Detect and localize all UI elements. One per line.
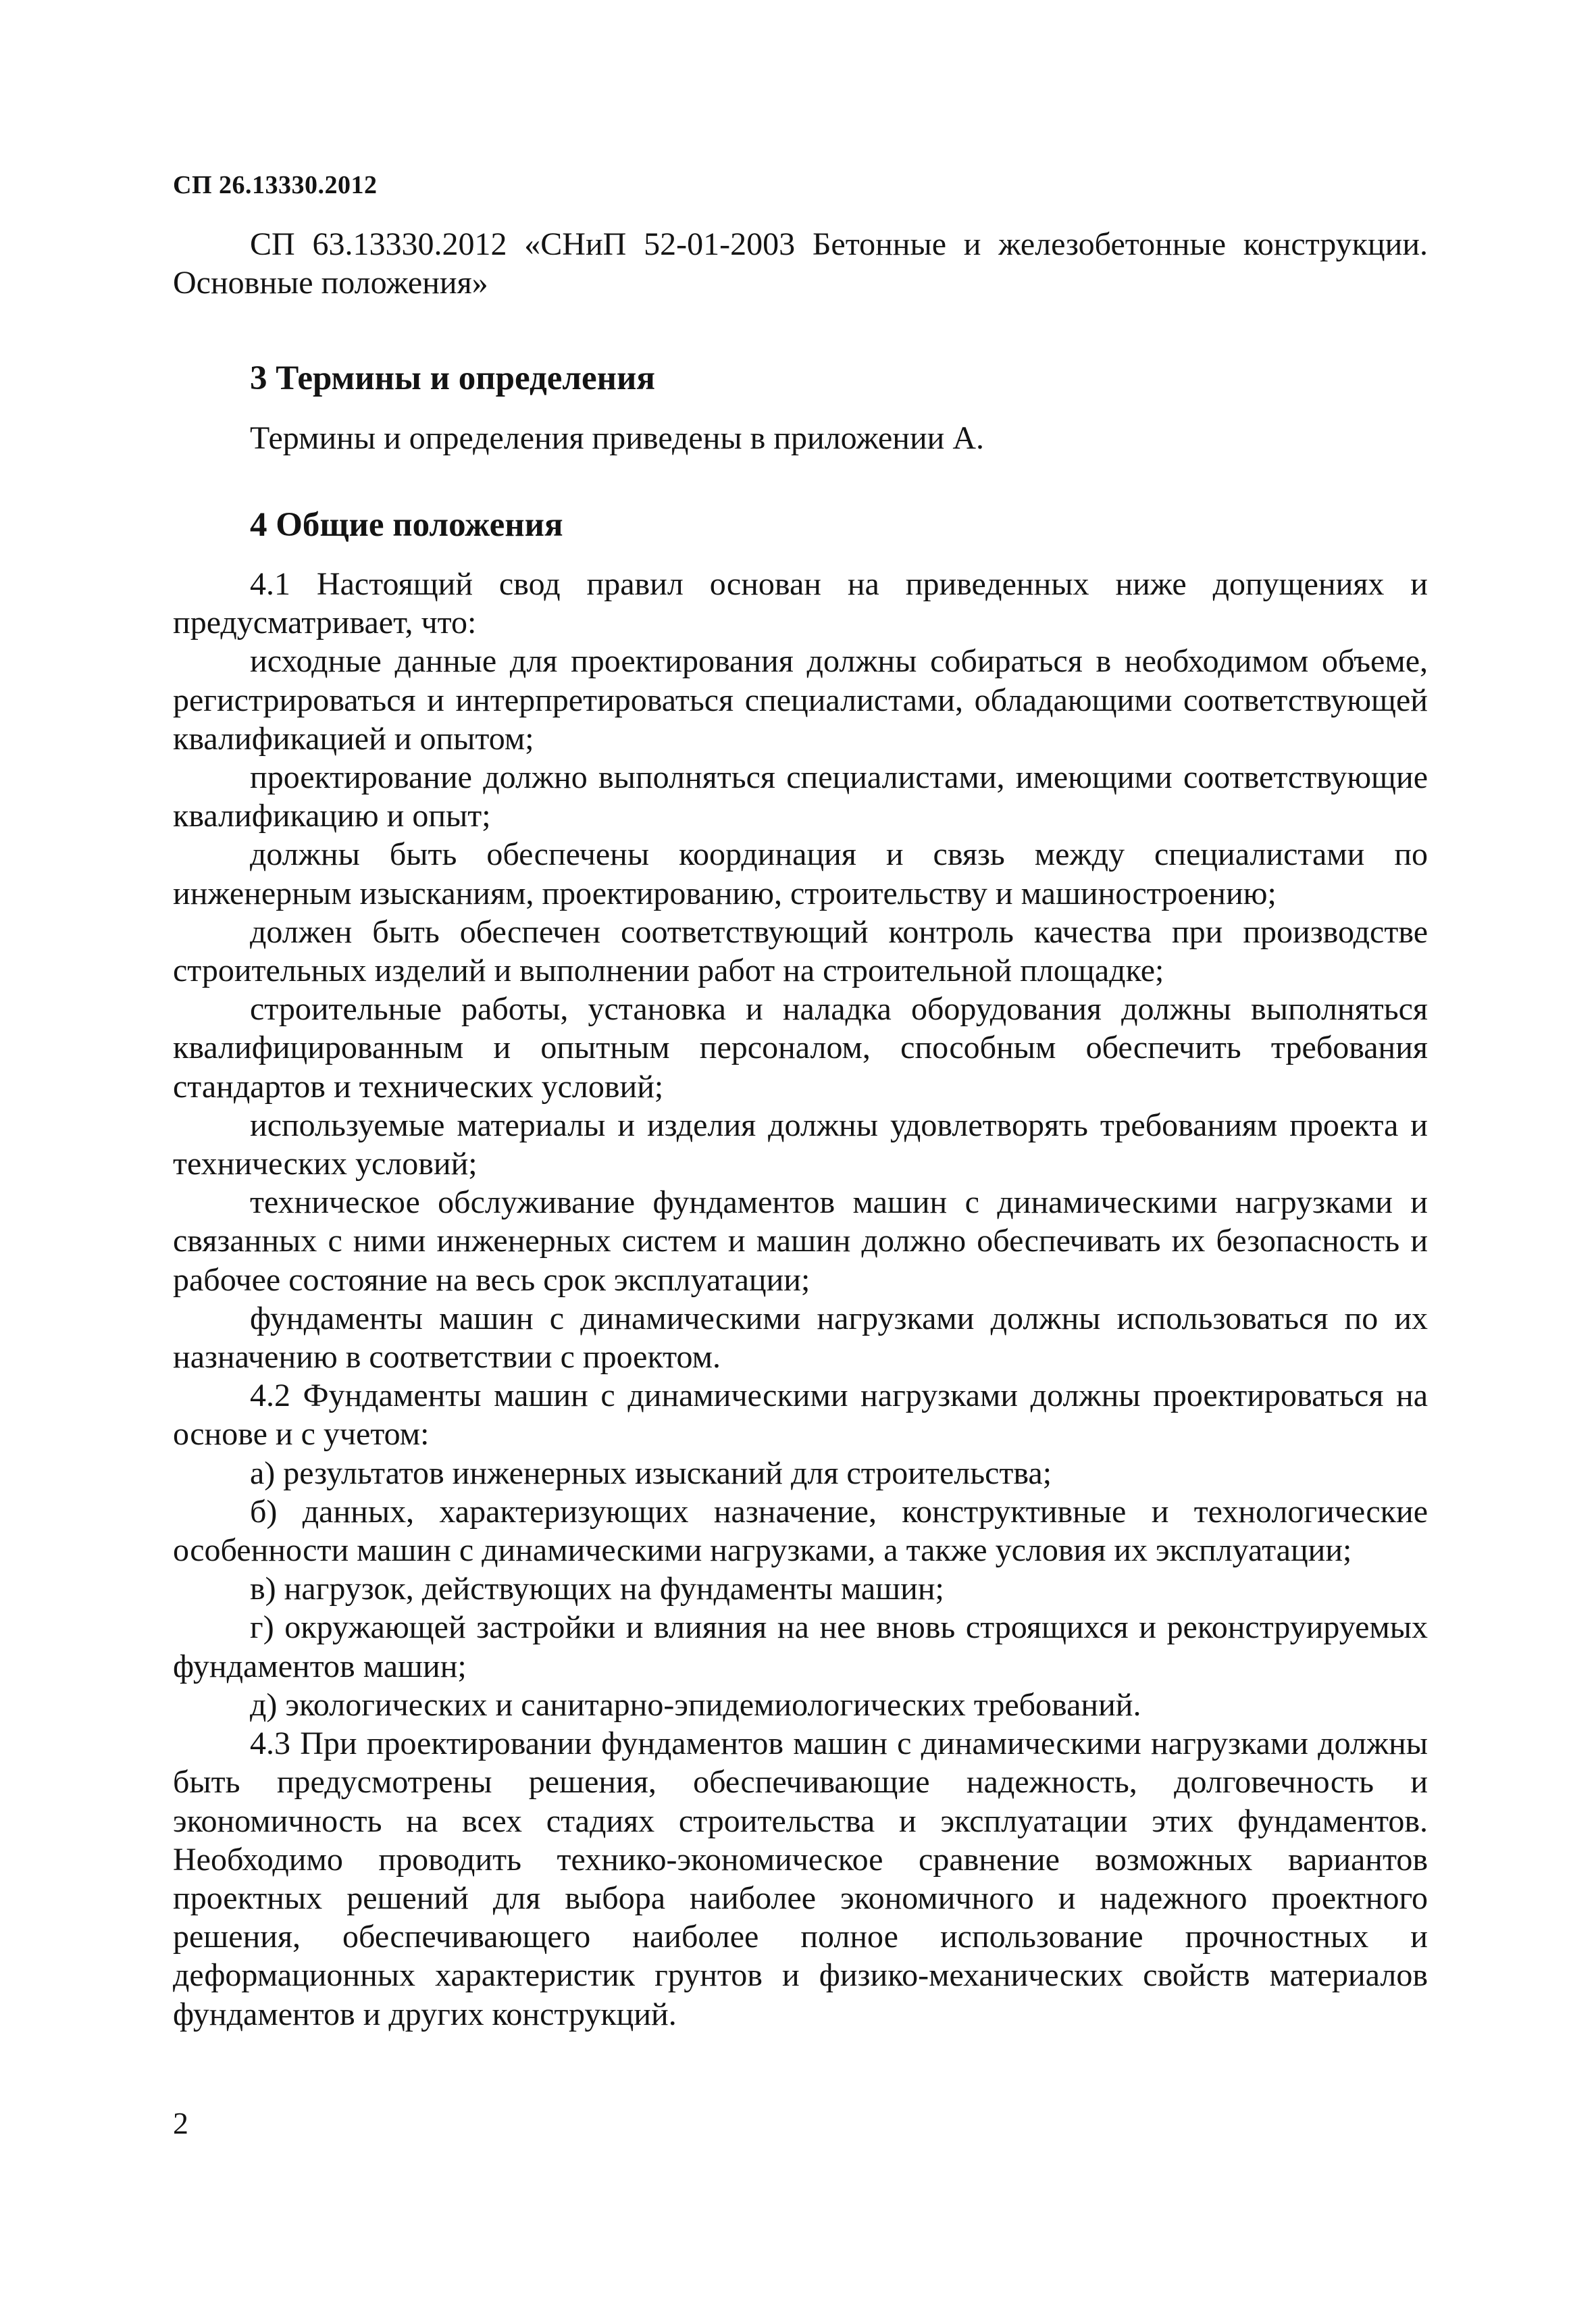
list-item-b: б) данных, характеризующих назначение, конструктивные и технологические особенности машин с динамическими нагрузками, а также условия их эксплуатации; xyxy=(173,1493,1428,1569)
list-item: техническое обслуживание фундаментов машин с динамическими нагрузками и связанных с ними инженерных систем и машин должно обеспечивать их безопасность и рабочее состояние на весь срок эксплуатации; xyxy=(173,1184,1428,1298)
clause-4-2: 4.2 Фундаменты машин с динамическими нагрузками должны проектироваться на основе и с учетом: xyxy=(173,1378,1428,1453)
list-item: строительные работы, установка и наладка оборудования должны выполняться квалифицированным и опытным персоналом, способным обеспечить требования стандартов и технических условий; xyxy=(173,991,1428,1105)
clause-4-3: 4.3 При проектировании фундаментов машин с динамическими нагрузками должны быть предусмотрены решения, обеспечивающие надежность, долговечность и экономичность на всех стадиях строительства и эксплуатации этих фундаментов. Необходимо проводить технико-экономическое сравнение возможных вариантов проектных решений для выбора наиболее экономичного и надежного проектного решения, обеспечивающего наиболее полное использование прочностных и деформационных характеристик грунтов и физико-механических свойств материалов фундаментов и других конструкций. xyxy=(173,1726,1428,2032)
page-number: 2 xyxy=(173,2106,188,2140)
document-code-header: СП 26.13330.2012 xyxy=(173,171,378,199)
list-item-v: в) нагрузок, действующих на фундаменты машин; xyxy=(250,1571,944,1607)
clause-4-1: 4.1 Настоящий свод правил основан на приведенных ниже допущениях и предусматривает, что: xyxy=(173,566,1428,641)
section-3-text: Термины и определения приведены в приложении А. xyxy=(250,420,985,456)
list-item-d: д) экологических и санитарно-эпидемиологических требований. xyxy=(250,1686,1141,1723)
section-4-heading: 4 Общие положения xyxy=(250,506,563,544)
reference-paragraph: СП 63.13330.2012 «СНиП 52-01-2003 Бетонные и железобетонные конструкции. Основные положения» xyxy=(173,226,1428,301)
section-4-body xyxy=(173,565,1428,2034)
list-item: должны быть обеспечены координация и связь между специалистами по инженерным изысканиям, проектированию, строительству и машиностроению; xyxy=(173,836,1428,911)
list-item-a: а) результатов инженерных изысканий для строительства; xyxy=(250,1455,1052,1491)
list-item: используемые материалы и изделия должны удовлетворять требованиям проекта и технических условий; xyxy=(173,1107,1428,1182)
list-item: должен быть обеспечен соответствующий контроль качества при производстве строительных изделий и выполнении работ на строительной площадке; xyxy=(173,913,1428,989)
list-item: проектирование должно выполняться специалистами, имеющими соответствующие квалификацию и опыт; xyxy=(173,759,1428,834)
list-item: фундаменты машин с динамическими нагрузками должны использоваться по их назначению в соответствии с проектом. xyxy=(173,1300,1428,1376)
section-3-heading: 3 Термины и определения xyxy=(250,359,656,397)
list-item-g: г) окружающей застройки и влияния на нее вновь строящихся и реконструируемых фундаментов машин; xyxy=(173,1609,1428,1684)
list-item: исходные данные для проектирования должны собираться в необходимом объеме, регистрироваться и интерпретироваться специалистами, обладающими соответствующей квалификацией и опытом; xyxy=(173,643,1428,757)
